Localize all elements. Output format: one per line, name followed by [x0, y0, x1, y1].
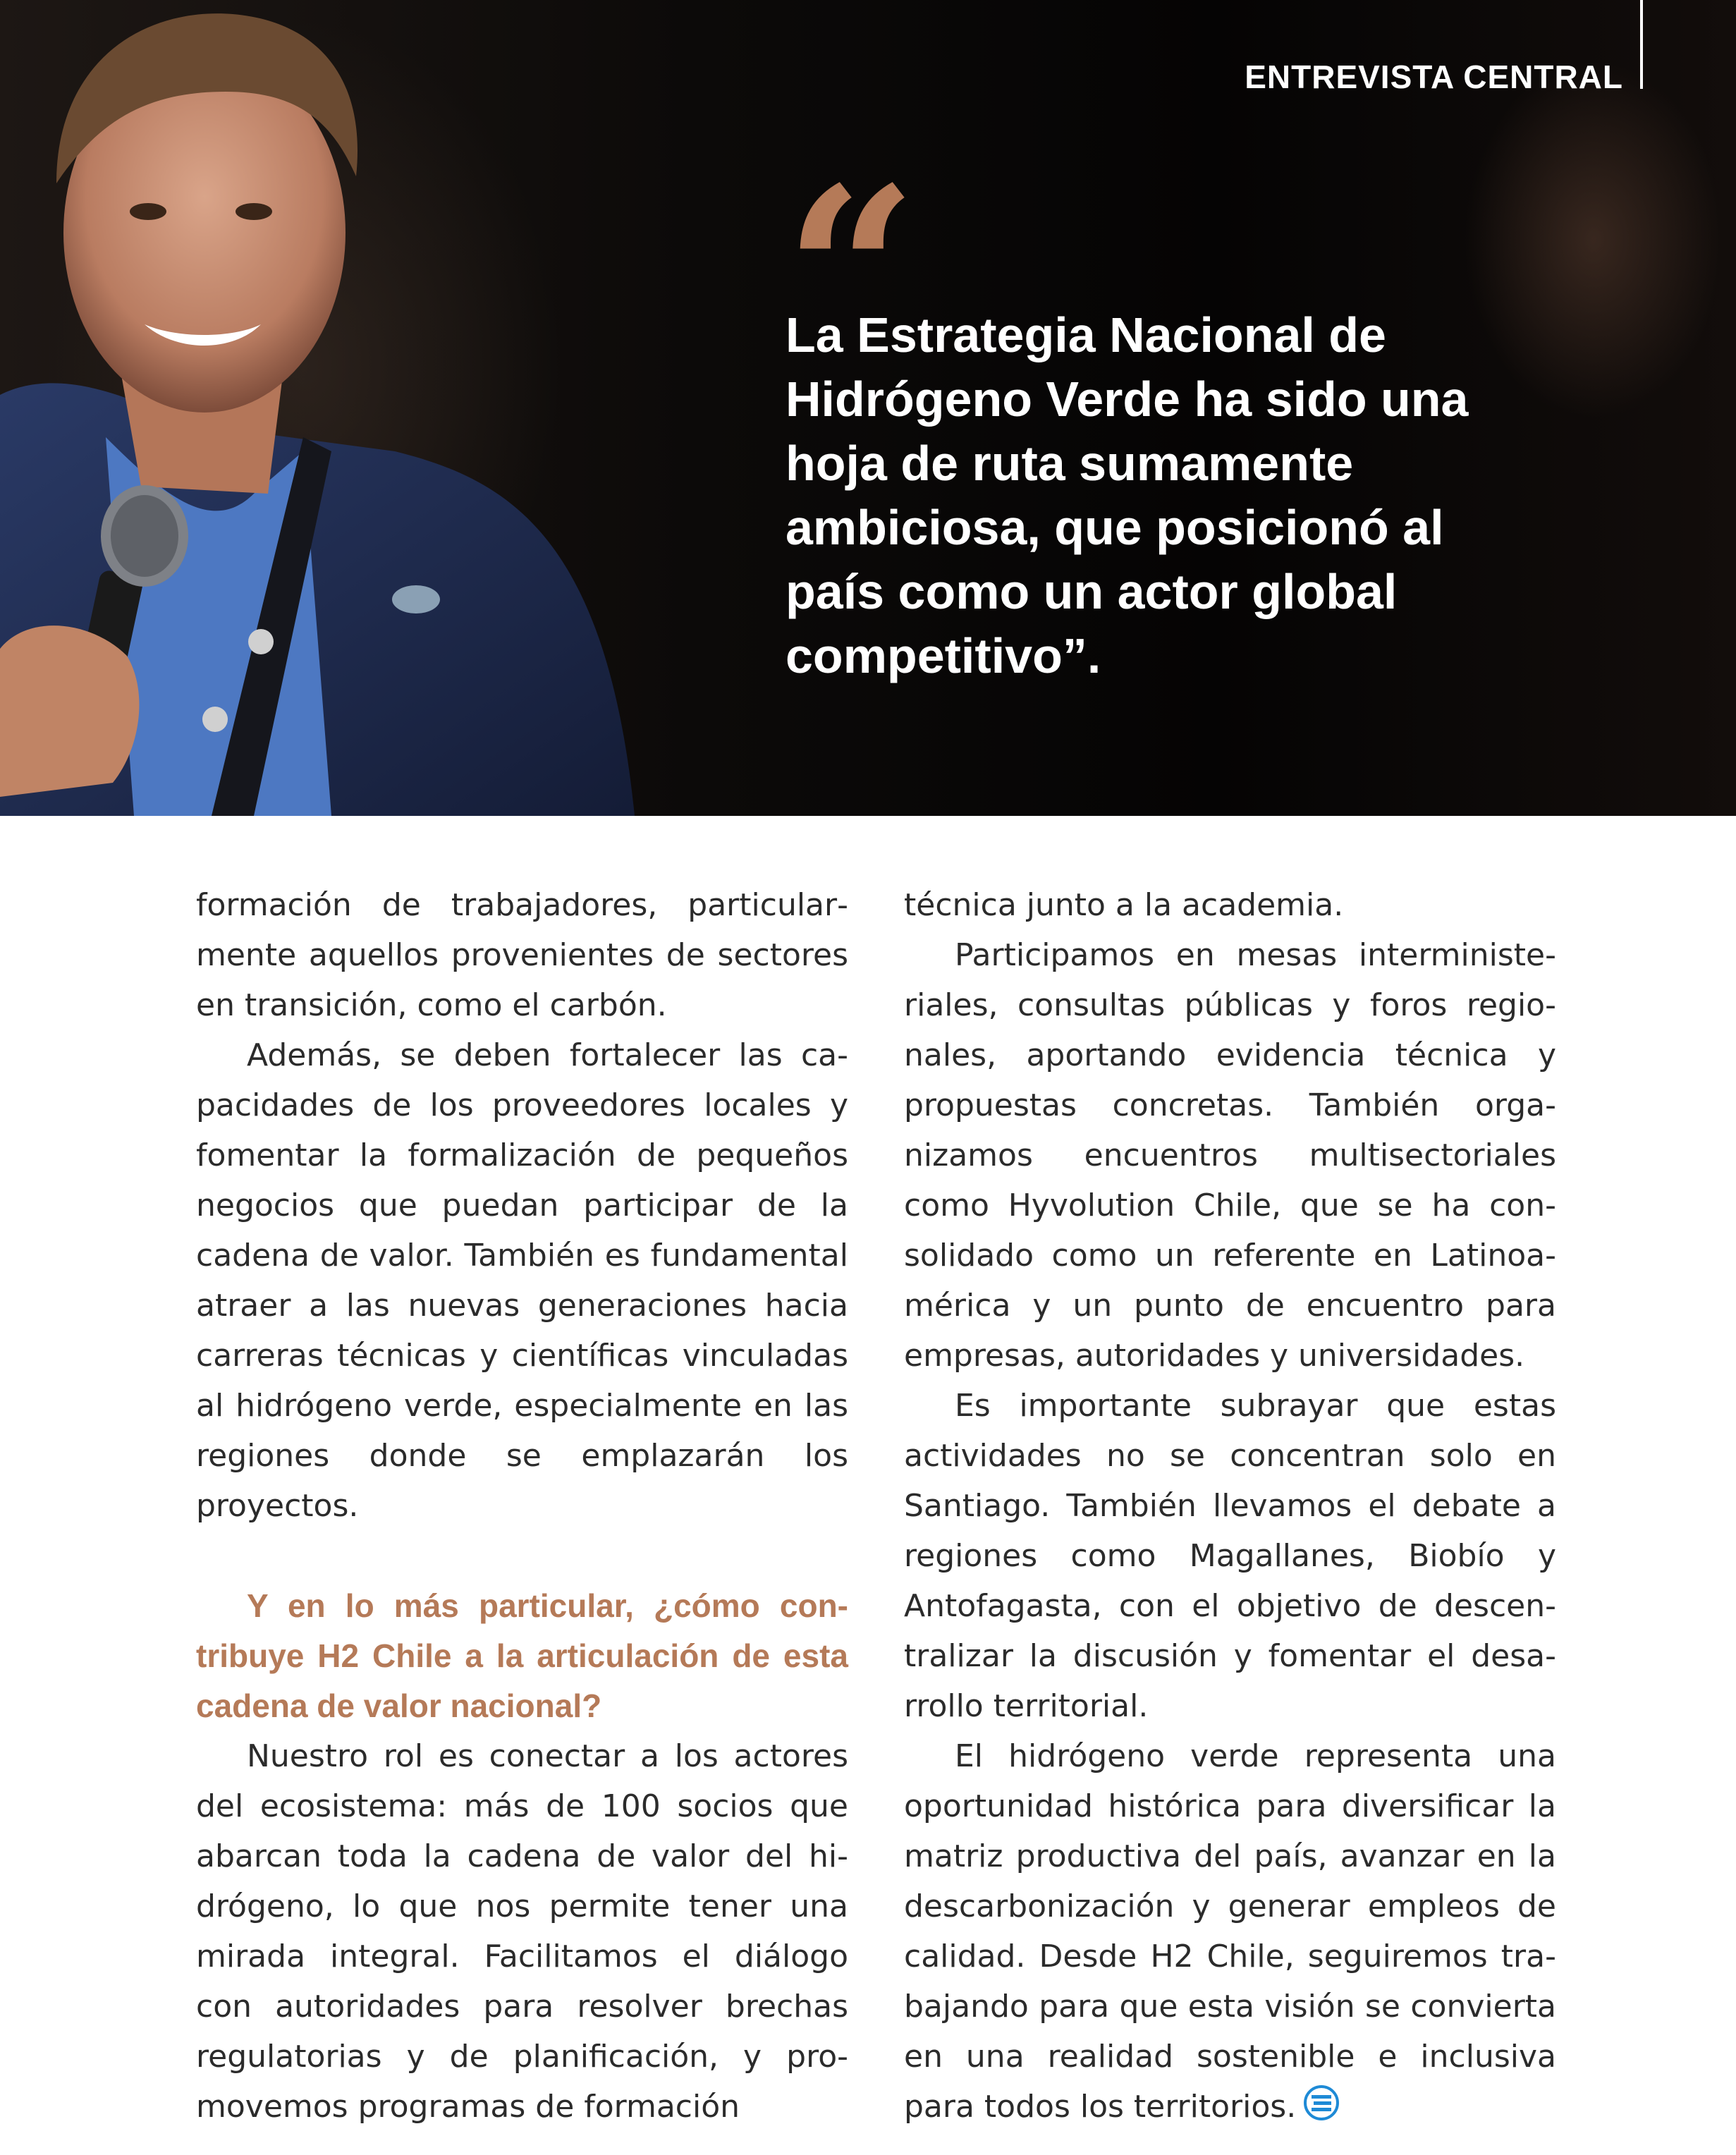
interview-question: Y en lo más particular, ¿cómo contribuye H2 Chile a la articulación de esta cadena de valor nacional?: [196, 1587, 848, 1724]
paragraph-final-text: El hidrógeno verde representa una oportunidad histórica para diversificar la matriz productiva del país, avanzar en la descarbonización y generar empleos de calidad. Desde H2 Chile, seguiremos trabajando para que esta visión se convierta en una realidad sostenible e inclusiva para todos los territorios.: [904, 1738, 1556, 2125]
paragraph: técnica junto a la academia.: [904, 887, 1344, 923]
article-column-left: [196, 880, 848, 2132]
speaker-photo: [0, 0, 677, 816]
article-column-right: [904, 880, 1556, 2132]
paragraph: formación de trabajadores, particularmente aquellos provenientes de sectores en transición, como el carbón.: [196, 887, 848, 1023]
header-divider: [1640, 0, 1643, 89]
paragraph-final: [904, 1731, 1556, 2132]
hero-banner: [0, 0, 1736, 816]
pull-quote: La Estrategia Nacional de Hidrógeno Verde ha sido una hoja de ruta sumamente ambiciosa, que posicionó al país como un actor global competitivo”.: [786, 307, 1469, 683]
quote-mark-icon: “: [784, 136, 918, 410]
paragraph: Participamos en mesas interministeriales, consultas públicas y foros regionales, aportando evidencia técnica y propuestas concretas. También organizamos encuentros multisectoriales como Hyvolution Chile, que se ha consolidado como un referente en Latinoamérica y un punto de encuentro para empresas, autoridades y universidades.: [904, 937, 1556, 1374]
paragraph: Además, se deben fortalecer las capacidades de los proveedores locales y fomentar la formalización de pequeños negocios que puedan participar de la cadena de valor. También es fundamental atraer a las nuevas generaciones hacia carreras técnicas y científicas vinculadas al hidrógeno verde, especialmente en las regiones donde se emplazarán los proyectos.: [196, 1037, 848, 1524]
end-of-article-icon: [1303, 2084, 1340, 2121]
paragraph: Es importante subrayar que estas actividades no se concentran solo en Santiago. También llevamos el debate a regiones como Magallanes, Biobío y Antofagasta, con el objetivo de descentralizar la discusión y fomentar el desarrollo territorial.: [904, 1388, 1556, 1724]
interview-answer: Nuestro rol es conectar a los actores del ecosistema: más de 100 socios que abarcan toda la cadena de valor del hidrógeno, lo que nos permite tener una mirada integral. Facilitamos el diálogo con autoridades para resolver brechas regulatorias y de planificación, y promovemos programas de formación: [196, 1738, 848, 2125]
section-label: ENTREVISTA CENTRAL: [1245, 59, 1623, 95]
